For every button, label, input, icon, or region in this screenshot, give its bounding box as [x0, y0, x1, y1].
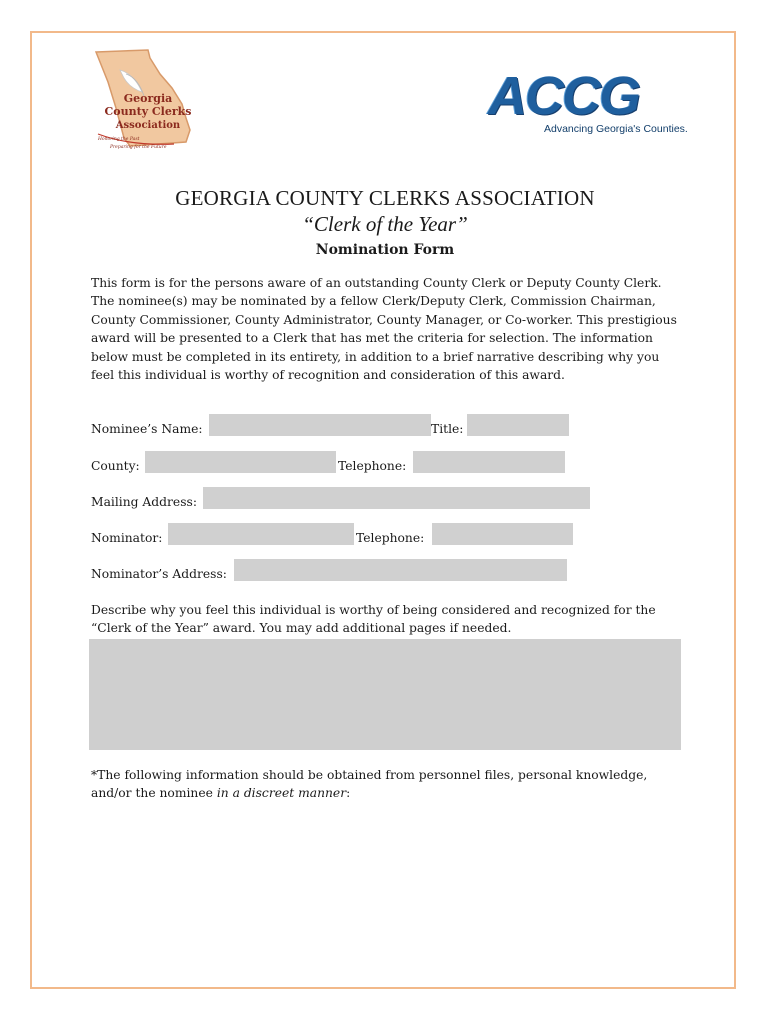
- nominator-row: [91, 522, 575, 546]
- accg-mark: ACCG: [488, 66, 639, 126]
- county-label: County:: [91, 459, 140, 473]
- gcca-logo: [90, 48, 198, 156]
- gcca-line3: Association: [115, 120, 181, 131]
- mailing-address-label: Mailing Address:: [91, 495, 197, 509]
- title-label: Title:: [431, 422, 464, 436]
- county-row: [91, 450, 571, 474]
- title-block: [0, 184, 770, 262]
- accg-tagline: Advancing Georgia's Counties.: [544, 123, 688, 135]
- gcca-line1: Georgia: [123, 92, 173, 105]
- nominator-address-field[interactable]: [234, 559, 567, 581]
- note-text: *The following information should be obtained from personnel files, personal knowledge, and/or the nominee: [91, 768, 648, 801]
- georgia-map-icon: [90, 48, 198, 156]
- note-emphasis: in a discreet manner: [216, 786, 347, 801]
- nominator-address-row: [91, 558, 569, 582]
- nominator-telephone-field[interactable]: [432, 523, 573, 545]
- nominator-address-label: Nominator’s Address:: [91, 567, 227, 581]
- form-subtitle: Nomination Form: [315, 242, 455, 258]
- mailing-address-row: [91, 486, 591, 510]
- telephone-label: Telephone:: [338, 459, 407, 473]
- accg-logo: [488, 66, 688, 140]
- narrative-prompt: Describe why you feel this individual is worthy of being considered and recognized for the “Clerk of the Year” award. You may add additional pages if needed.: [91, 603, 656, 636]
- award-title: “Clerk of the Year”: [302, 212, 468, 236]
- page-title: GEORGIA COUNTY CLERKS ASSOCIATION: [175, 186, 595, 210]
- title-field[interactable]: [467, 414, 569, 436]
- note-tail: :: [346, 786, 351, 801]
- intro-paragraph: This form is for the persons aware of an outstanding County Clerk or Deputy County Clerk. The nominee(s) may be nominated by a fellow Clerk/Deputy Clerk, Commission Chairman, County Commissioner, County Administrator, County Manager, or Co-worker. This prestigious award will be presented to a Clerk that has met the criteria for selection. The information below must be completed in its entirety, in addition to a brief narrative describing why you feel this individual is worthy of recognition and consideration of this award.: [91, 276, 677, 383]
- nominator-telephone-label: Telephone:: [356, 531, 425, 545]
- discreet-note: [91, 766, 683, 803]
- telephone-field[interactable]: [413, 451, 565, 473]
- gcca-motto2: Preparing for the Future: [110, 145, 167, 150]
- county-field[interactable]: [145, 451, 336, 473]
- nominee-name-label: Nominee’s Name:: [91, 422, 203, 436]
- narrative-textarea[interactable]: [89, 639, 681, 750]
- nominator-label: Nominator:: [91, 531, 163, 545]
- nominee-row: [91, 413, 571, 437]
- mailing-address-field[interactable]: [203, 487, 590, 509]
- gcca-line2: County Clerks: [104, 105, 192, 118]
- gcca-motto1: Honoring the Past: [98, 137, 140, 142]
- nominator-field[interactable]: [168, 523, 354, 545]
- nominee-name-field[interactable]: [209, 414, 431, 436]
